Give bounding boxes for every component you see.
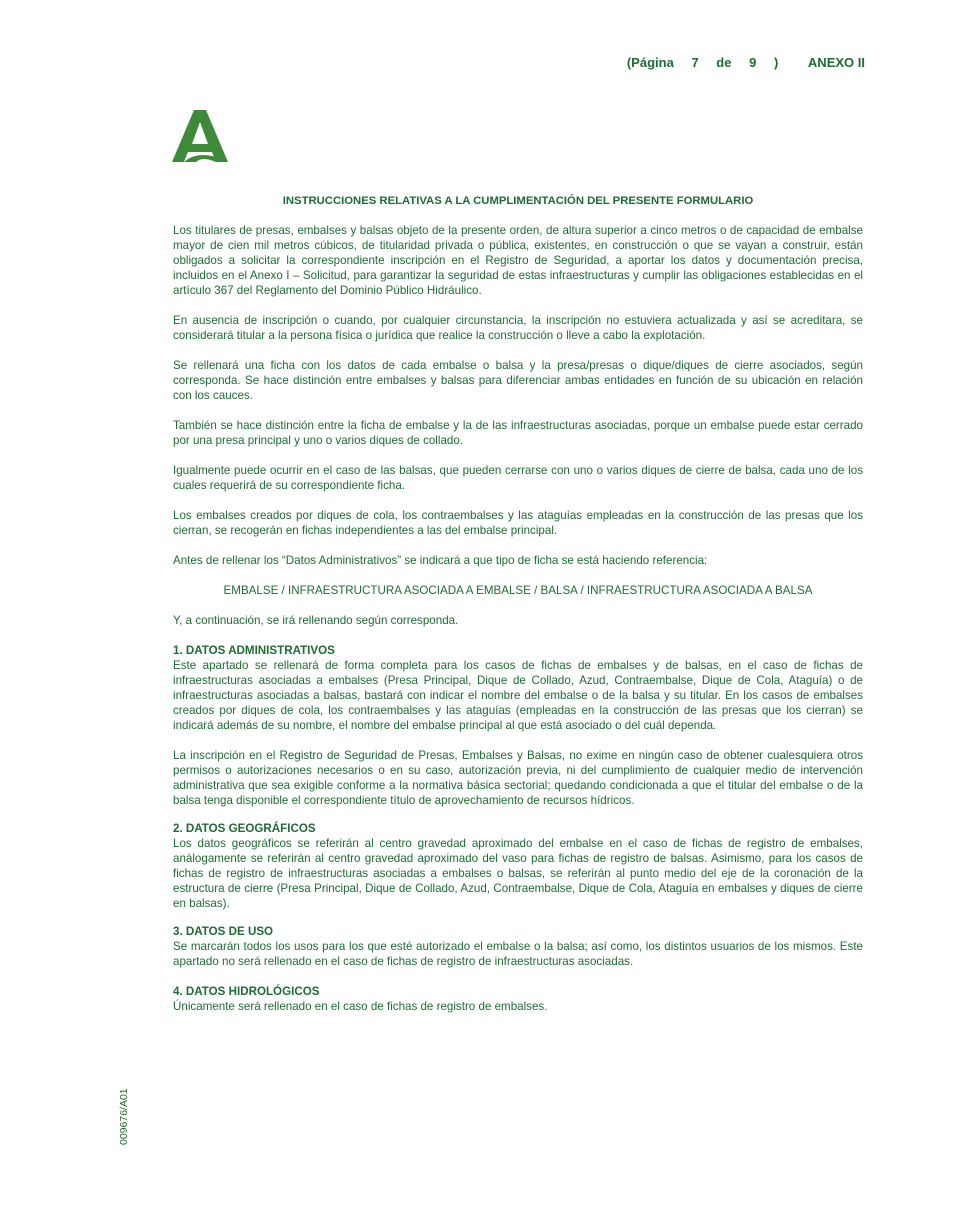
paragraph: Antes de rellenar los “Datos Administrativos” se indicará a que tipo de ficha se está haciendo referencia: [173,554,708,567]
page-suffix: ) [773,55,779,70]
section-body-administrativos: Este apartado se rellenará de forma completa para los casos de fichas de embalses y de balsas, en el caso de fichas de infraestructuras asociadas a embalses (Presa Principal, Dique de Collado, Azud, Contraembalse, Dique de Cola, Ataguía) o de infraestructuras asociadas a balsas, bastará con indicar el nombre del embalse o de la balsa y su titular. En los casos de embalses creados por diques de cola, los contraembalses y las ataguías (empleadas en la construcción de las presas que los cierran) se indicará además de su nombre, el nombre del embalse principal al que está asociado o del cuál dependa. [173,659,863,732]
page-prefix: (Página [626,55,674,70]
section-title-hidrologicos: 4. DATOS HIDROLÓGICOS [173,985,320,998]
paragraph: Se rellenará una ficha con los datos de cada embalse o balsa y la presa/presas o dique/diques de cierre asociados, según corresponda. Se hace distinción entre embalses y balsas para diferenciar ambas entidades en función de su ubicación en relación con los cauces. [173,359,863,402]
paragraph: En ausencia de inscripción o cuando, por cualquier circunstancia, la inscripción no estuviera actualizada y así se acreditara, se considerará titular a la persona física o jurídica que realice la construcción o lleve a cabo la explotación. [173,314,863,342]
paragraph: Los titulares de presas, embalses y balsas objeto de la presente orden, de altura superior a cinco metros o de capacidad de embalse mayor de cien mil metros cúbicos, de titularidad privada o pública, existentes, en construcción o que se vayan a construir, están obligados a solicitar la correspondiente inscripción en el Registro de Seguridad, a aportar los datos y documentación precisa, incluidos en el Anexo I – Solicitud, para garantizar la seguridad de estas infraestructuras y cumplir las obligaciones establecidas en el artículo 367 del Reglamento del Dominio Público Hidráulico. [173,224,863,297]
paragraph: Los embalses creados por diques de cola, los contraembalses y las ataguías empleadas en la construcción de las presas que los cierran, se recogerán en fichas independientes a las del embalse principal. [173,509,863,537]
form-code: 009676/A01 [118,1088,130,1145]
section-body-geograficos: Los datos geográficos se referirán al centro gravedad aproximado del embalse en el caso de fichas de registro de embalses, análogamente se referirán al centro gravedad aproximado del vaso para fichas de registro de balsas. Asimismo, para los casos de fichas de registro de infraestructuras asociadas a embalses o balsas, se referirán al punto medio del eje de la coronación de la estructura de cierre (Presa Principal, Dique de Collado, Azud, Contraembalse, Dique de Cola, Ataguía en embalses y diques de cierre en balsas). [173,837,863,910]
annex-label: ANEXO II [807,55,865,70]
paragraph: También se hace distinción entre la ficha de embalse y la de las infraestructuras asociadas, porque un embalse puede estar cerrado por una presa principal y uno o varios diques de collado. [173,419,863,447]
record-types-line: EMBALSE / INFRAESTRUCTURA ASOCIADA A EMBALSE / BALSA / INFRAESTRUCTURA ASOCIADA A BALSA [223,584,813,597]
continuation-text: Y, a continuación, se irá rellenando según corresponda. [173,614,459,627]
page-of: de [716,55,732,70]
junta-andalucia-logo-icon [170,108,232,164]
section-title-geograficos: 2. DATOS GEOGRÁFICOS [173,822,316,835]
page-total: 9 [749,55,757,70]
section-body-hidrologicos: Únicamente será rellenado en el caso de fichas de registro de embalses. [173,1000,548,1013]
document-title: INSTRUCCIONES RELATIVAS A LA CUMPLIMENTACIÓN DEL PRESENTE FORMULARIO [282,195,754,207]
paragraph: Igualmente puede ocurrir en el caso de las balsas, que pueden cerrarse con uno o varios diques de cierre de balsa, cada uno de los cuales requerirá de su correspondiente ficha. [173,464,863,492]
section-title-uso: 3. DATOS DE USO [173,925,274,938]
page-header [627,55,865,70]
instructions-content [173,194,863,1027]
section-title-administrativos: 1. DATOS ADMINISTRATIVOS [173,644,335,657]
section-body-uso: Se marcarán todos los usos para los que esté autorizado el embalse o la balsa; así como, los distintos usuarios de los mismos. Este apartado no será rellenado en el caso de fichas de registro de infraestructuras asociadas. [173,940,863,968]
page-number: 7 [691,55,699,70]
section-body-administrativos-2: La inscripción en el Registro de Seguridad de Presas, Embalses y Balsas, no exime en ningún caso de obtener cualesquiera otros permisos o autorizaciones necesarios o en su caso, autorización previa, ni del cumplimiento de cualquier medio de intervención administrativa que sea exigible conforme a la normativa básica sectorial; quedando condicionada a que el titular del embalse o de la balsa tenga disponible el correspondiente título de aprovechamiento de recursos hídricos. [173,749,863,807]
